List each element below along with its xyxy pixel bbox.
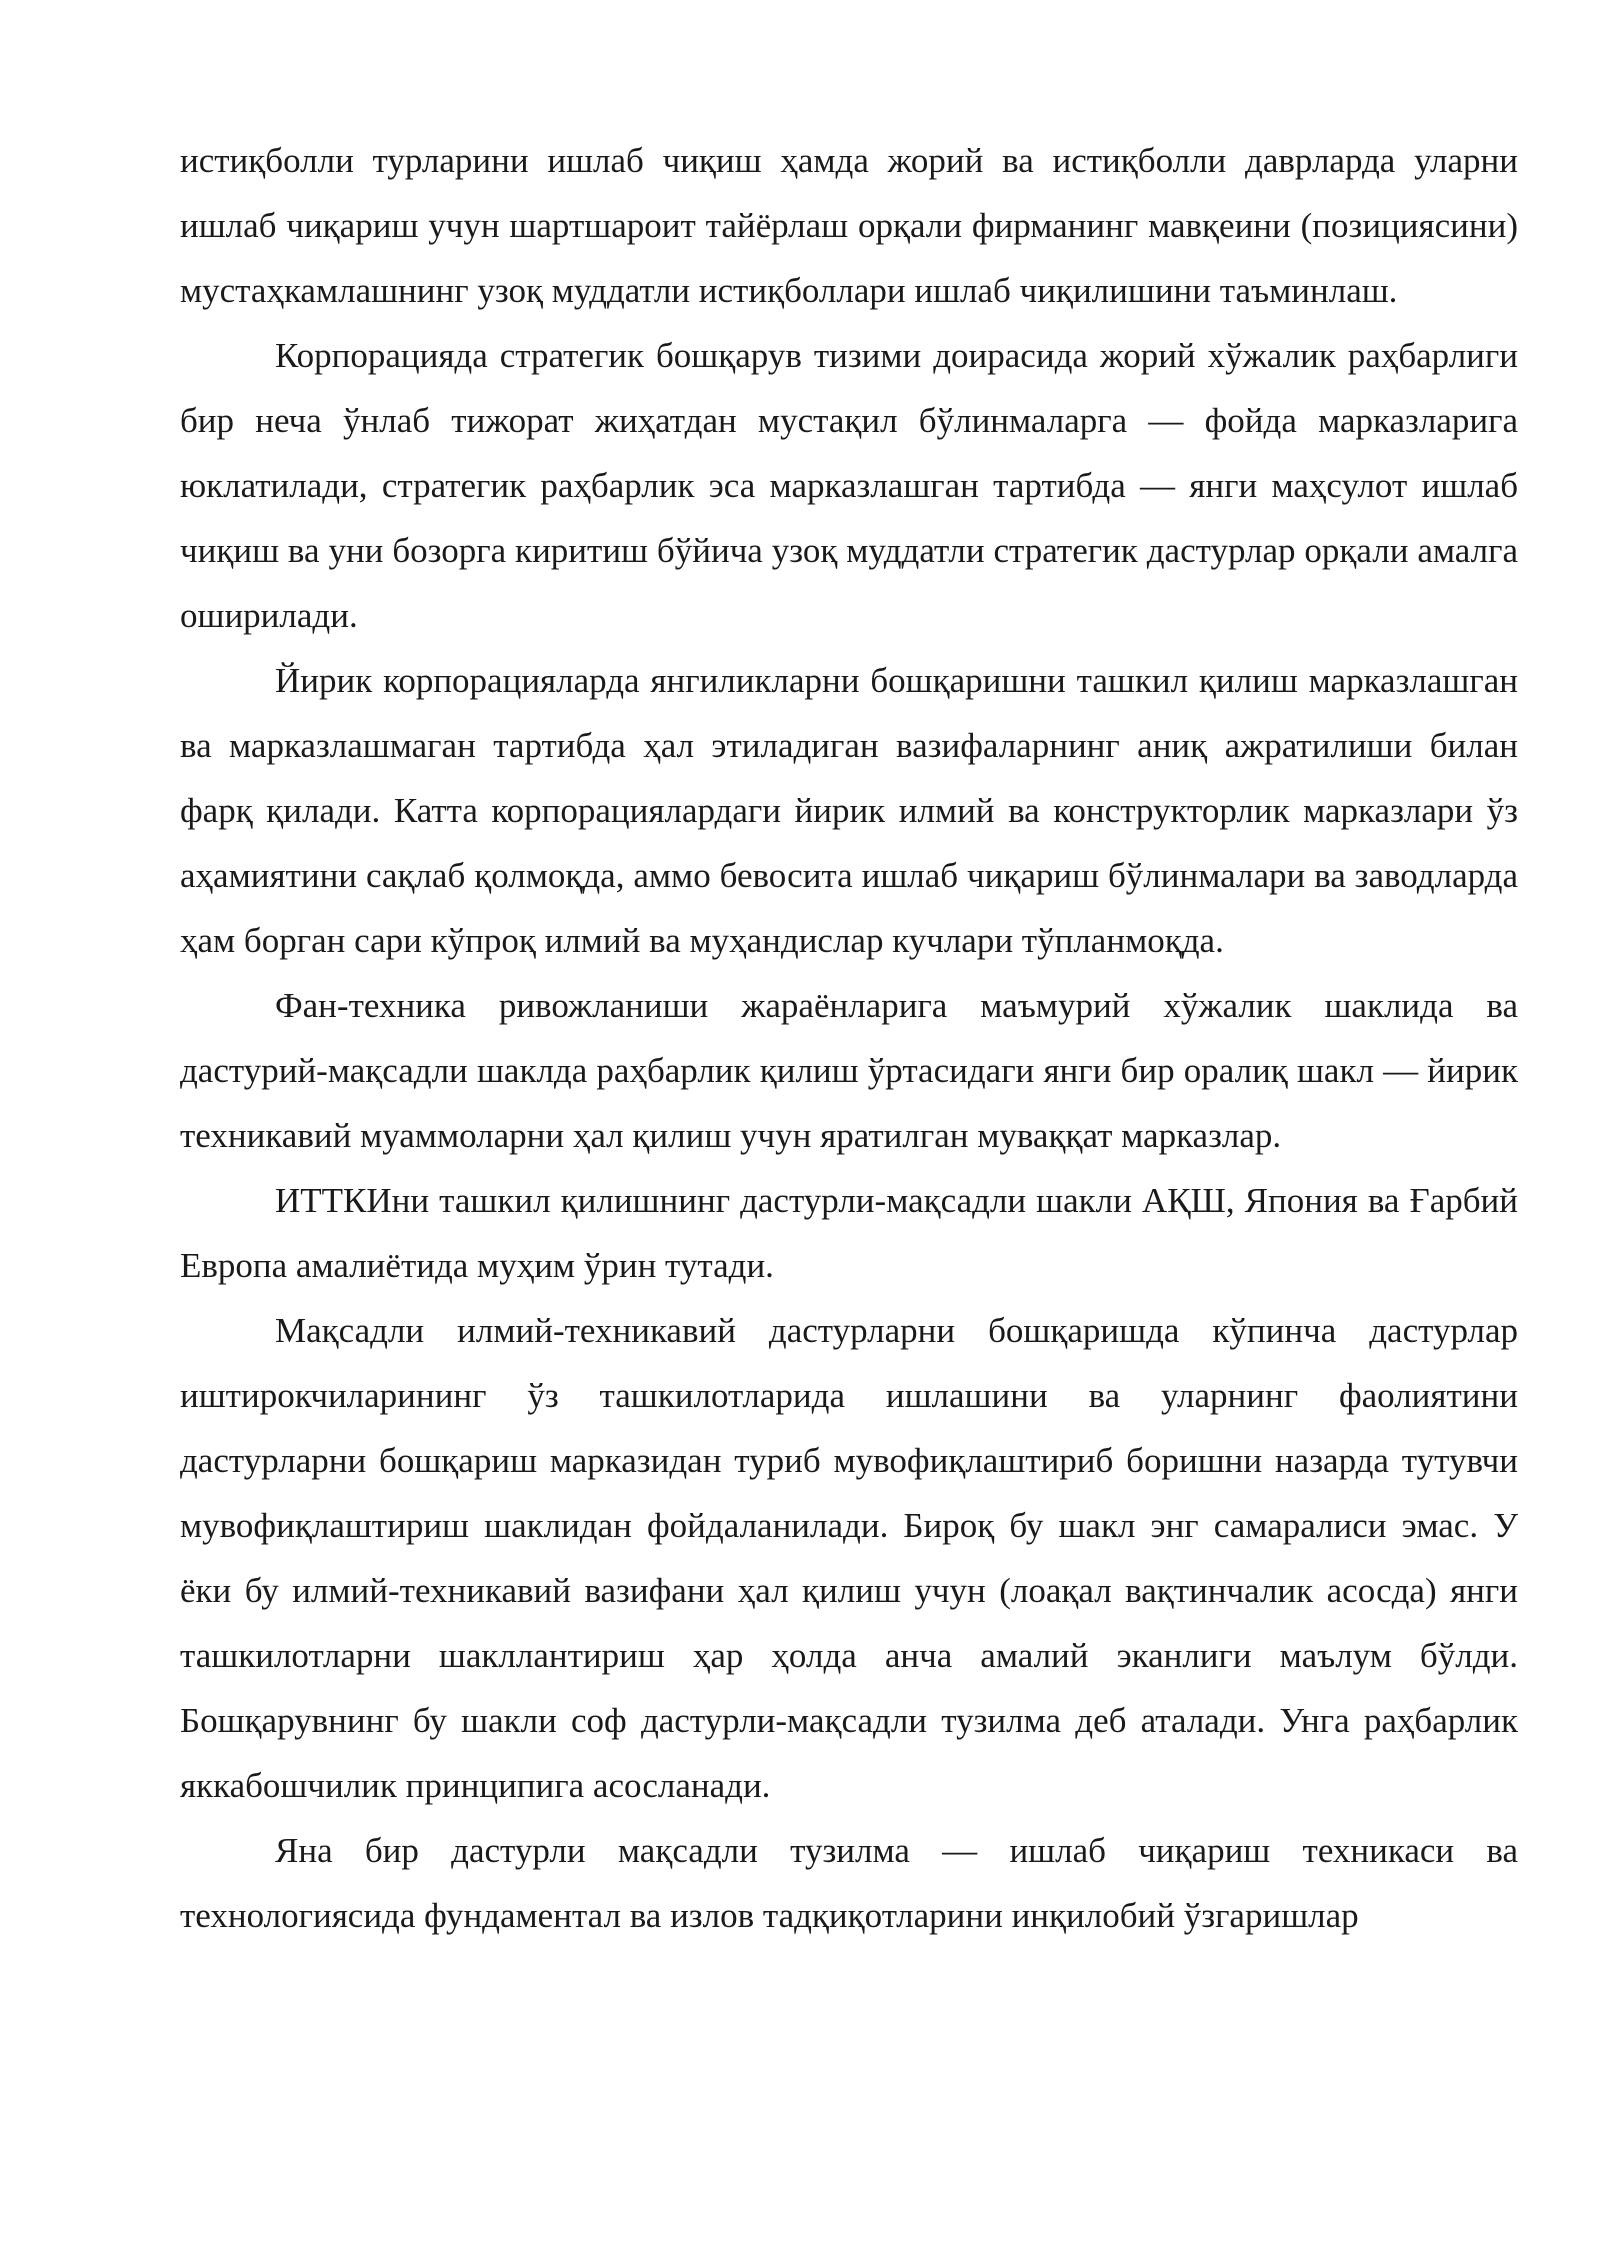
paragraph-continuation: истиқболли турларини ишлаб чиқиш ҳамда жорий ва истиқболли даврларда уларни ишлаб чиқариш учун шартшароит тайёрлаш орқали фирманинг мавқеини (позициясини) мустаҳкамлашнинг узоқ муддатли истиқболлари ишлаб чиқилишини таъминлаш. [180, 141, 1518, 310]
paragraph-science-tech-development: Фан-техника ривожланиши жараёнларига маъмурий хўжалик шаклида ва дастурий-мақсадли шаклда раҳбарлик қилиш ўртасидаги янги бир оралиқ шакл — йирик техникавий муаммоларни ҳал қилиш учун яратилган муваққат марказлар. [180, 986, 1518, 1155]
paragraph-target-programs-management: Мақсадли илмий-техникавий дастурларни бошқаришда кўпинча дастурлар иштирокчиларининг ўз ташкилотларида ишлашини ва уларнинг фаолиятини дастурларни бошқариш марказидан туриб мувофиқлаштириб боришни назарда тутувчи мувофиқлаштириш шаклидан фойдаланилади. Бироқ бу шакл энг самаралиси эмас. У ёки бу илмий-техникавий вазифани ҳал қилиш учун (лоақал вақтинчалик асосда) янги ташкилотларни шакллантириш ҳар ҳолда анча амалий эканлиги маълум бўлди. Бошқарувнинг бу шакли соф дастурли-мақсадли тузилма деб аталади. Унга раҳбарлик яккабошчилик принципига асосланади. [180, 1311, 1518, 1805]
paragraph-large-corporations: Йирик корпорацияларда янгиликларни бошқаришни ташкил қилиш марказлашган ва марказлашмаган тартибда ҳал этиладиган вазифаларнинг аниқ ажратилиши билан фарқ қилади. Катта корпорациялардаги йирик илмий ва конструкторлик марказлари ўз аҳамиятини сақлаб қолмоқда, аммо бевосита ишлаб чиқариш бўлинмалари ва заводларда ҳам борган сари кўпроқ илмий ва муҳандислар кучлари тўпланмоқда. [180, 661, 1518, 960]
paragraph-strategic-management: Корпорацияда стратегик бошқарув тизими доирасида жорий хўжалик раҳбарлиги бир неча ўнлаб тижорат жиҳатдан мустақил бўлинмаларга — фойда марказларига юклатилади, стратегик раҳбарлик эса марказлашган тартибда — янги маҳсулот ишлаб чиқиш ва уни бозорга киритиш бўйича узоқ муддатли стратегик дастурлар орқали амалга оширилади. [180, 336, 1518, 635]
document-body [180, 128, 1518, 1948]
paragraph-program-target-form: ИТТКИни ташкил қилишнинг дастурли-мақсадли шакли АҚШ, Япония ва Ғарбий Европа амалиётида муҳим ўрин тутади. [180, 1181, 1518, 1285]
paragraph-another-structure: Яна бир дастурли мақсадли тузилма — ишлаб чиқариш техникаси ва технологиясида фундаментал ва излов тадқиқотларини инқилобий ўзгаришлар [180, 1831, 1518, 1935]
